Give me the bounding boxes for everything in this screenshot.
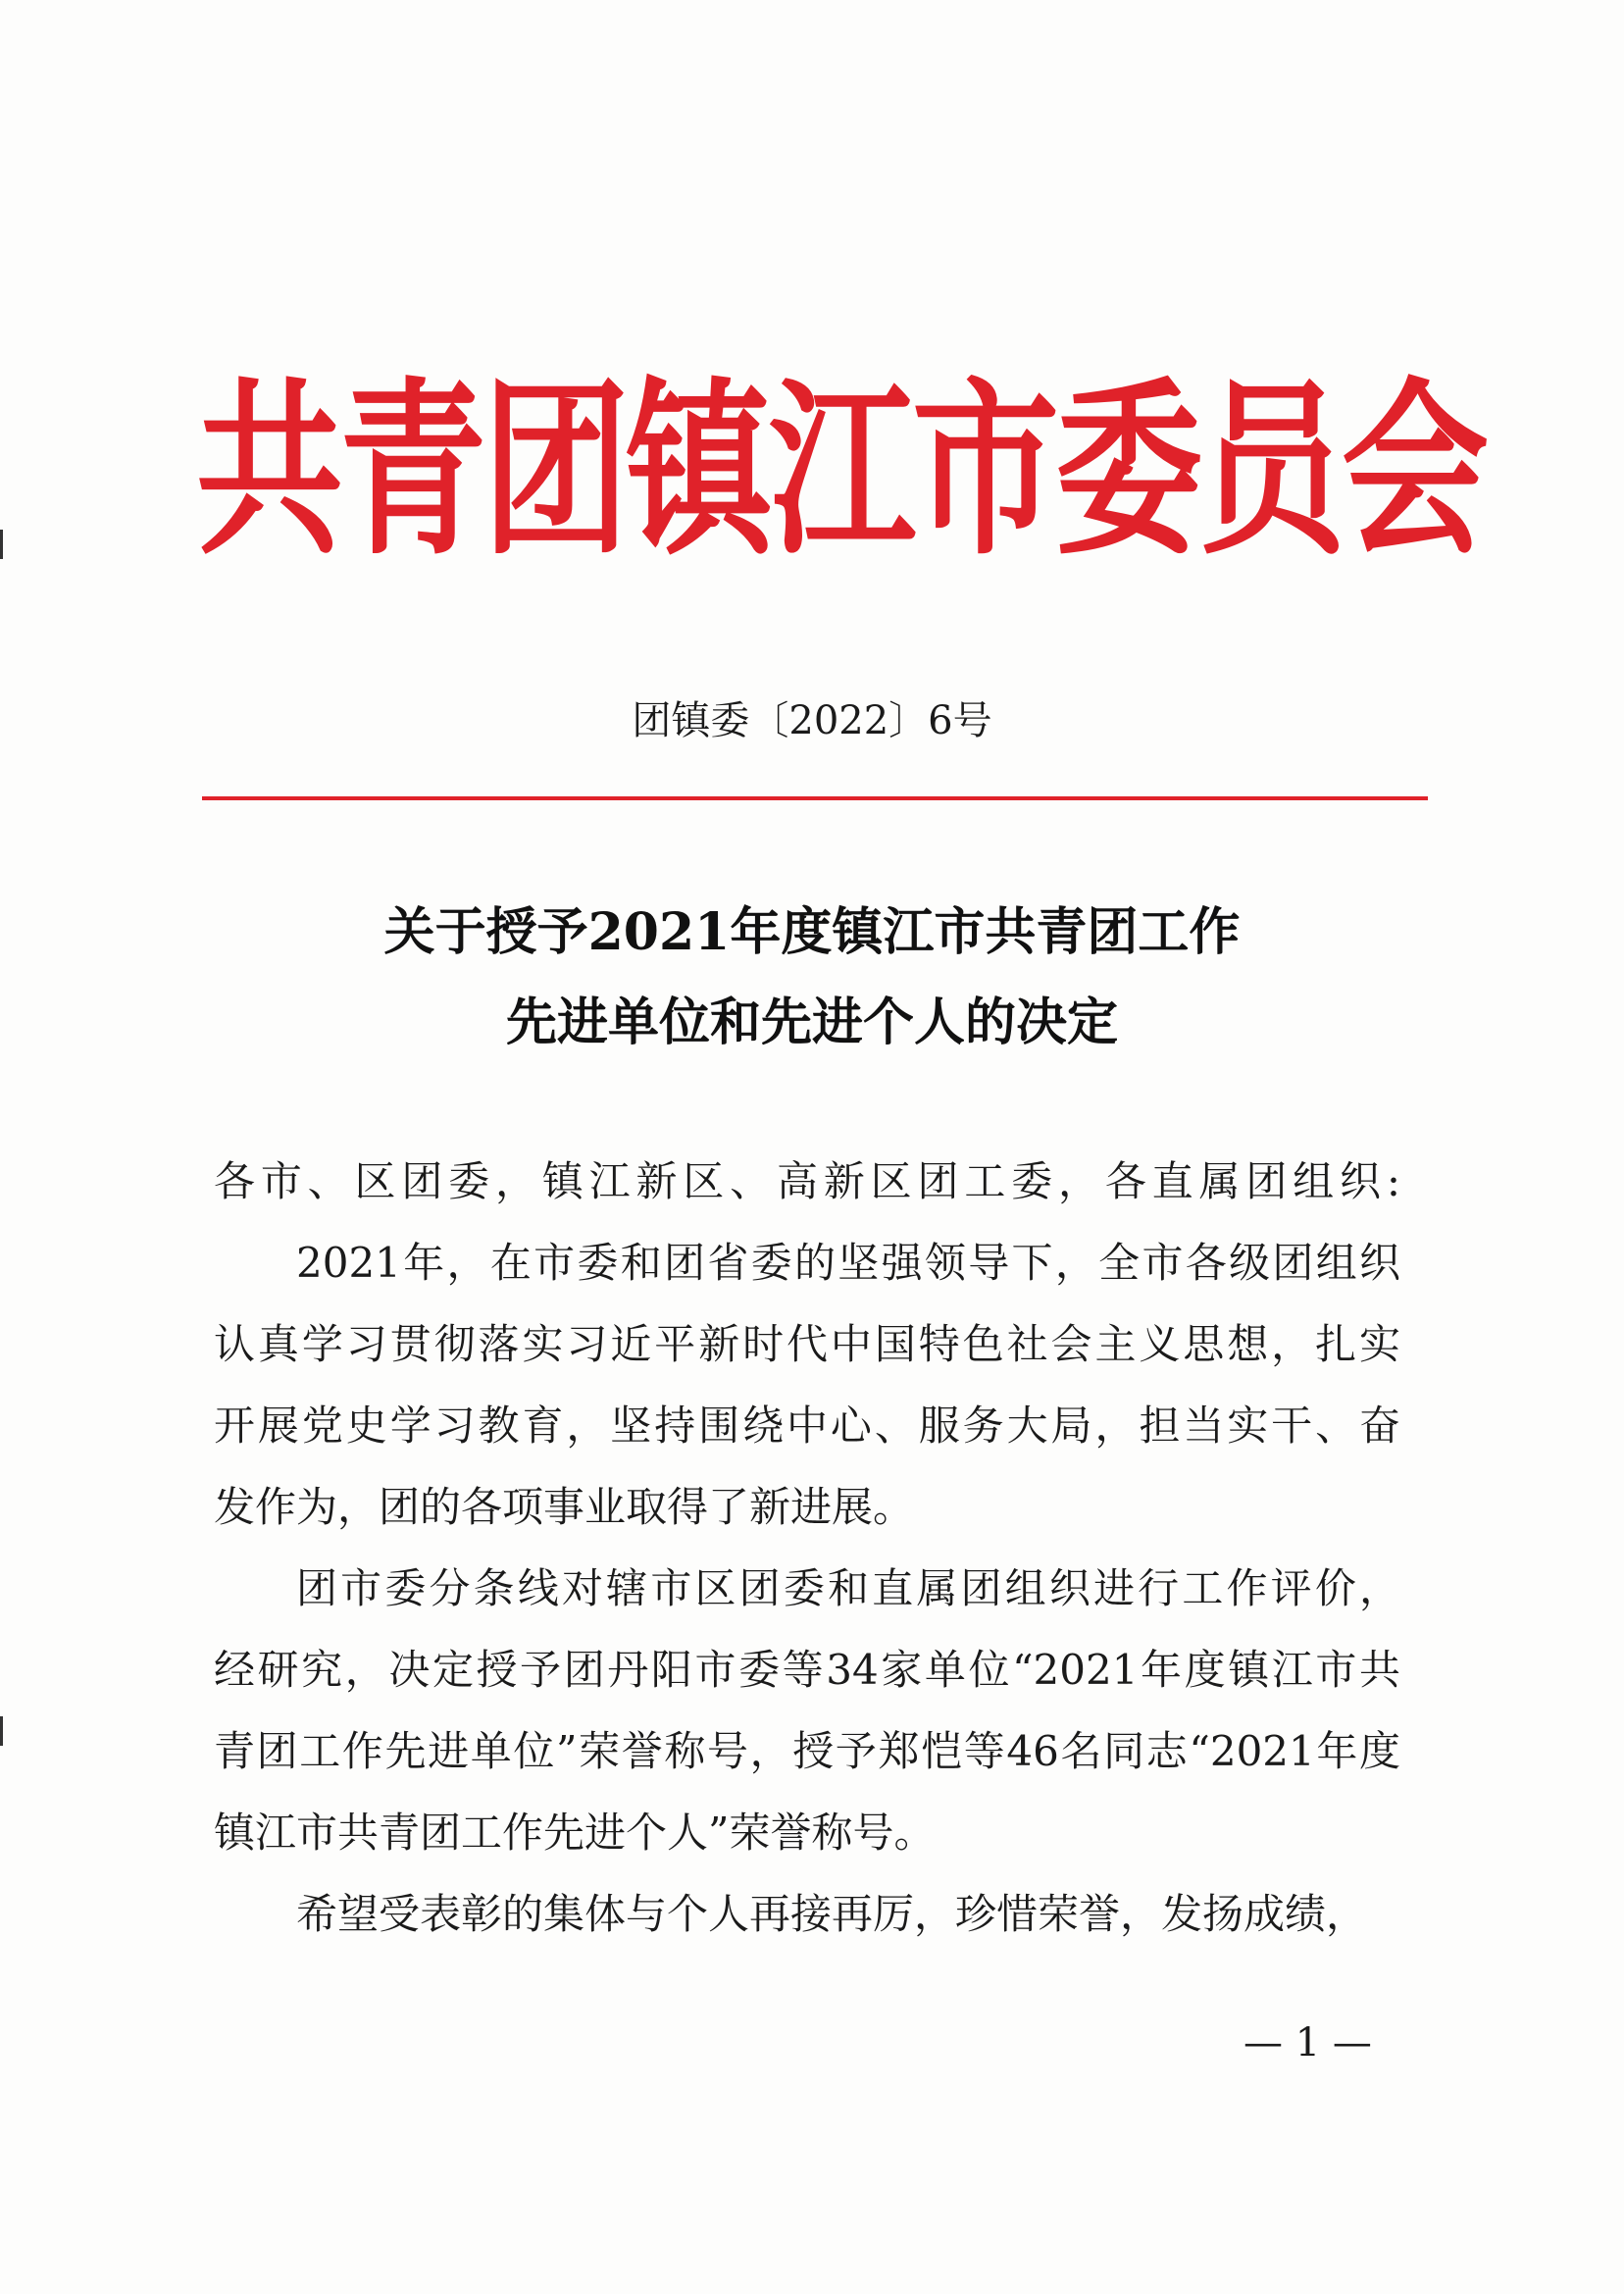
red-separator-line xyxy=(202,796,1428,800)
binding-mark xyxy=(0,530,3,559)
paragraph-2-line-2: 经研究，决定授予团丹阳市委等34家单位“2021年度镇江市共 xyxy=(214,1646,1400,1694)
document-number: 团镇委〔2022〕6号 xyxy=(632,698,992,743)
paragraph-2-line-3: 青团工作先进单位”荣誉称号，授予郑恺等46名同志“2021年度 xyxy=(214,1727,1400,1775)
paragraph-2-line-1: 团市委分条线对辖市区团委和直属团组织进行工作评价， xyxy=(296,1564,1400,1612)
binding-mark xyxy=(0,1716,3,1746)
salutation: 各市、区团委，镇江新区、高新区团工委，各直属团组织: xyxy=(214,1157,1400,1205)
paragraph-2-line-4: 镇江市共青团工作先进个人”荣誉称号。 xyxy=(214,1809,936,1857)
page-number: — 1 — xyxy=(1243,2020,1372,2065)
paragraph-1-line-1: 2021年，在市委和团省委的坚强领导下，全市各级团组织 xyxy=(296,1239,1400,1287)
paragraph-1-line-4: 发作为，团的各项事业取得了新进展。 xyxy=(214,1483,915,1531)
paragraph-3-line-1: 希望受表彰的集体与个人再接再厉，珍惜荣誉，发扬成绩， xyxy=(296,1890,1368,1938)
document-title-line-2: 先进单位和先进个人的决定 xyxy=(505,993,1118,1052)
paragraph-1-line-2: 认真学习贯彻落实习近平新时代中国特色社会主义思想，扎实 xyxy=(214,1320,1400,1368)
document-title-line-1: 关于授予2021年度镇江市共青团工作 xyxy=(383,902,1241,962)
paragraph-1-line-3: 开展党史学习教育，坚持围绕中心、服务大局，担当实干、奋 xyxy=(214,1402,1400,1450)
issuing-organization-title: 共青团镇江市委员会 xyxy=(196,362,1486,582)
